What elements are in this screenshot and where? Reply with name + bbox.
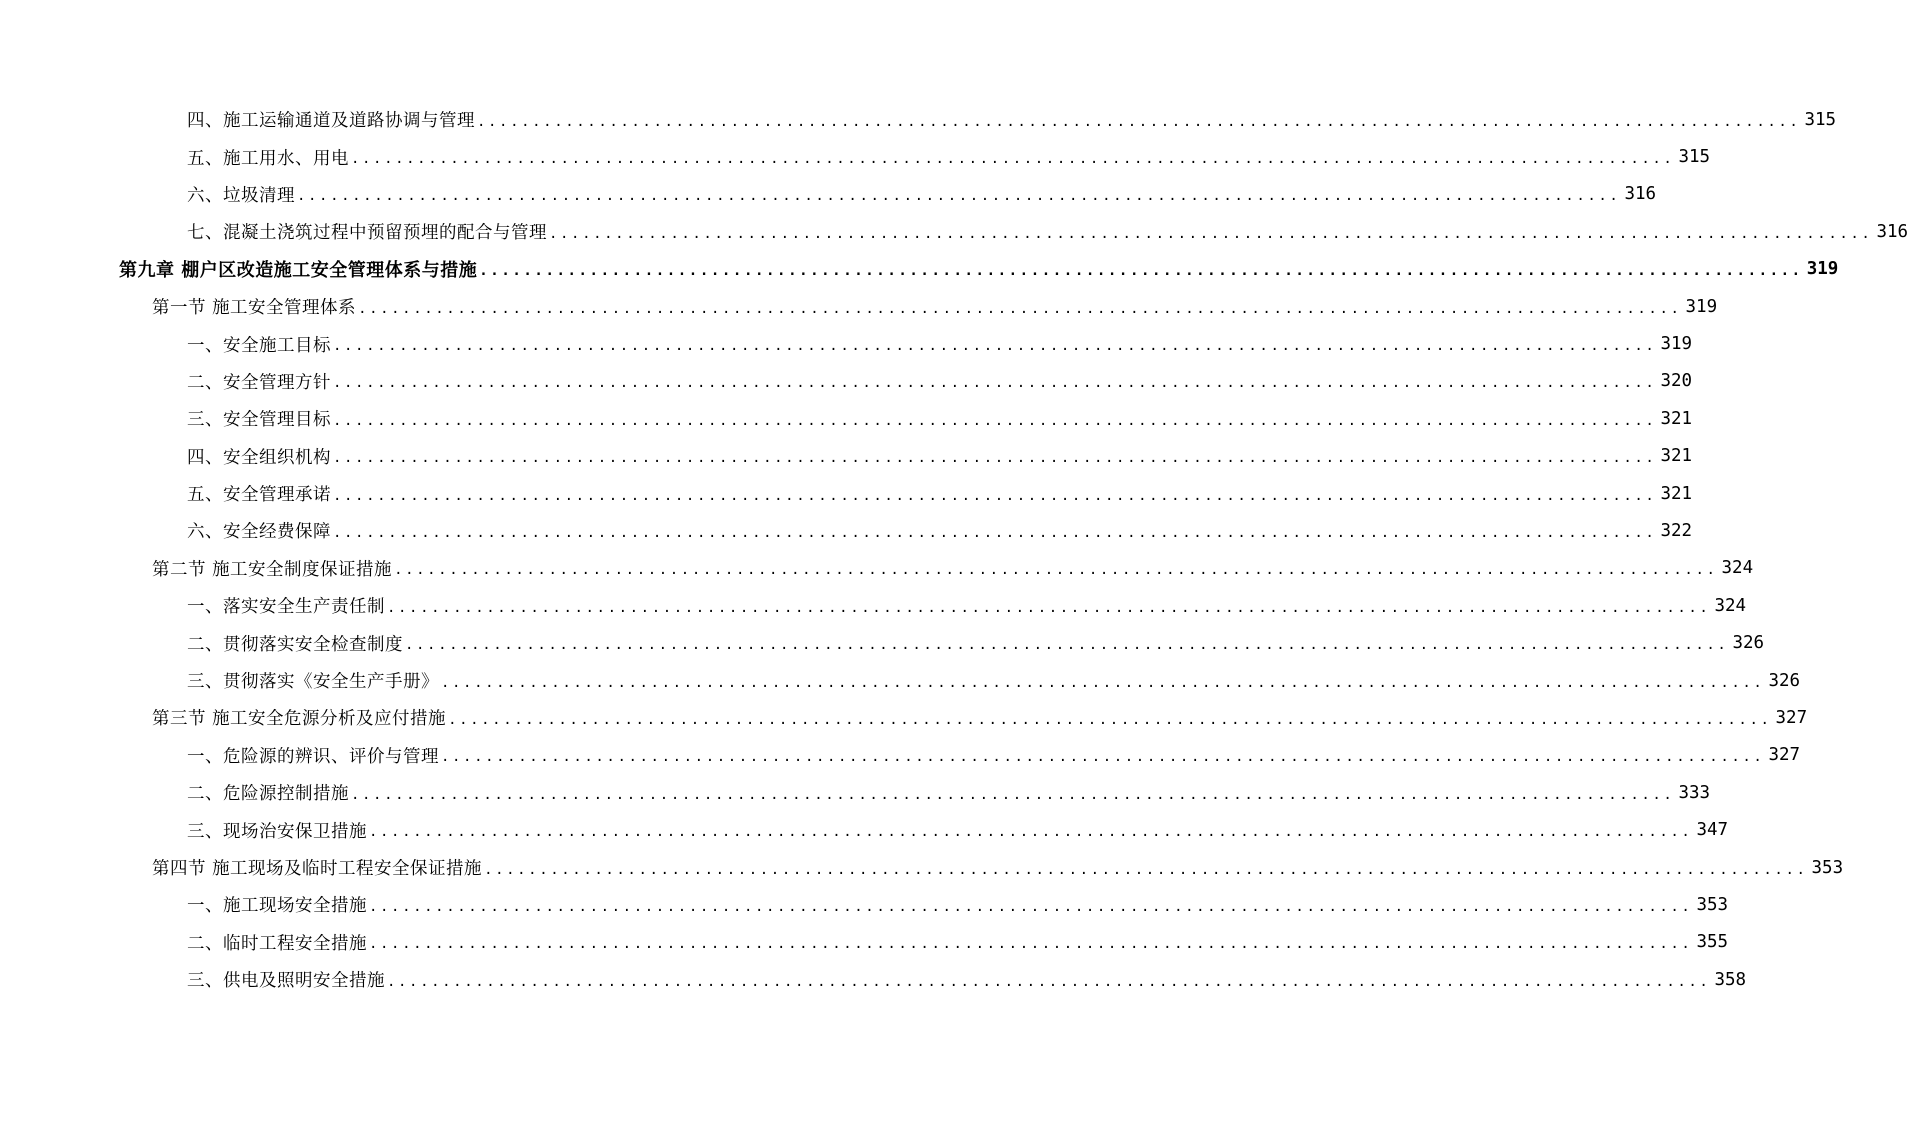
toc-dot-leader: ........................................................................................................................ (333, 450, 1657, 467)
toc-page-number: 327 (1775, 707, 1808, 728)
toc-entry-item[interactable] (0, 438, 1693, 475)
toc-dot-leader: ........................................................................................................................ (351, 786, 1675, 803)
toc-dot-leader: ........................................................................................................................ (405, 637, 1729, 654)
toc-page-number: 321 (1660, 408, 1693, 429)
toc-entry-item[interactable] (0, 737, 1801, 774)
toc-entry-item[interactable] (0, 101, 1837, 138)
toc-dot-leader: ........................................................................................................................ (441, 674, 1765, 691)
toc-page-number: 320 (1660, 371, 1693, 392)
toc-dot-leader: ........................................................................................................................ (441, 749, 1765, 766)
toc-dot-leader: ........................................................................................................................ (297, 188, 1621, 205)
toc-entry-item[interactable] (0, 325, 1693, 362)
toc-entry-title: 第四节 施工现场及临时工程安全保证措施 (152, 859, 483, 879)
toc-entry-title: 六、垃圾清理 (187, 185, 295, 206)
toc-dot-leader: ........................................................................................................................ (484, 861, 1808, 878)
toc-entry-item[interactable] (0, 961, 1747, 998)
toc-page-number: 315 (1678, 147, 1711, 168)
toc-dot-leader: ........................................................................................................................ (479, 263, 1803, 280)
toc-dot-leader: ........................................................................................................................ (387, 599, 1711, 616)
toc-page-number: 321 (1660, 446, 1693, 467)
toc-entry-section[interactable] (0, 849, 1844, 886)
toc-page-number: 315 (1804, 109, 1837, 130)
toc-dot-leader: ........................................................................................................................ (333, 524, 1657, 541)
toc-page-number: 353 (1811, 857, 1844, 878)
toc-entry-item[interactable] (0, 475, 1693, 512)
toc-dot-leader: ........................................................................................................................ (351, 151, 1675, 168)
toc-dot-leader: ........................................................................................................................ (387, 973, 1711, 990)
toc-page-number: 353 (1696, 894, 1729, 915)
toc-page-number: 324 (1721, 558, 1754, 579)
toc-page-number: 319 (1806, 259, 1839, 280)
toc-dot-leader: ........................................................................................................................ (333, 338, 1657, 355)
toc-dot-leader: ........................................................................................................................ (477, 113, 1801, 130)
toc-page-number: 355 (1696, 932, 1729, 953)
toc-entry-title: 四、施工运输通道及道路协调与管理 (187, 111, 475, 132)
toc-entry-item[interactable] (0, 886, 1729, 923)
toc-entry-item[interactable] (0, 176, 1657, 213)
toc-page-number: 358 (1714, 969, 1747, 990)
toc-entry-chapter[interactable] (0, 251, 1839, 288)
toc-entry-title: 二、安全管理方针 (187, 372, 331, 393)
toc-page-number: 327 (1768, 745, 1801, 766)
toc-entry-item[interactable] (0, 400, 1693, 437)
toc-entry-section[interactable] (0, 550, 1754, 587)
toc-entry-item[interactable] (0, 774, 1711, 811)
toc-entry-title: 七、混凝土浇筑过程中预留预埋的配合与管理 (187, 223, 547, 244)
toc-entry-title: 二、危险源控制措施 (187, 784, 349, 805)
toc-entry-item[interactable] (0, 587, 1747, 624)
toc-entry-item[interactable] (0, 624, 1765, 661)
toc-page-number: 316 (1624, 184, 1657, 205)
toc-entry-item[interactable] (0, 138, 1711, 175)
toc-entry-title: 三、贯彻落实《安全生产手册》 (187, 672, 439, 693)
toc-page-number: 316 (1876, 221, 1908, 242)
toc-dot-leader: ........................................................................................................................ (448, 711, 1772, 728)
toc-page-number: 319 (1685, 296, 1718, 317)
toc-entry-item[interactable] (0, 924, 1729, 961)
toc-entry-title: 一、施工现场安全措施 (187, 896, 367, 917)
toc-entry-title: 四、安全组织机构 (187, 447, 331, 468)
toc-entry-title: 第一节 施工安全管理体系 (152, 298, 357, 319)
toc-entry-title: 五、安全管理承诺 (187, 485, 331, 506)
toc-dot-leader: ........................................................................................................................ (358, 300, 1682, 317)
toc-entry-title: 一、落实安全生产责任制 (187, 597, 385, 618)
toc-dot-leader: ........................................................................................................................ (369, 824, 1693, 841)
toc-page-number: 322 (1660, 520, 1693, 541)
toc-page-number: 347 (1696, 820, 1729, 841)
toc-page-number: 326 (1768, 670, 1801, 691)
toc-entry-title: 五、施工用水、用电 (187, 148, 349, 169)
toc-page-number: 321 (1660, 483, 1693, 504)
toc-entry-item[interactable] (0, 662, 1801, 699)
toc-entry-title: 第九章 棚户区改造施工安全管理体系与措施 (119, 260, 478, 282)
toc-dot-leader: ........................................................................................................................ (549, 225, 1873, 242)
toc-dot-leader: ........................................................................................................................ (369, 898, 1693, 915)
toc-dot-leader: ........................................................................................................................ (333, 487, 1657, 504)
toc-page-number: 319 (1660, 334, 1693, 355)
toc-entry-item[interactable] (0, 512, 1693, 549)
toc-entry-title: 三、现场治安保卫措施 (187, 821, 367, 842)
table-of-contents (0, 101, 1908, 998)
toc-entry-item[interactable] (0, 213, 1908, 250)
toc-entry-section[interactable] (0, 699, 1808, 736)
toc-entry-item[interactable] (0, 811, 1729, 848)
toc-entry-title: 三、供电及照明安全措施 (187, 971, 385, 992)
toc-entry-title: 一、危险源的辨识、评价与管理 (187, 746, 439, 767)
toc-entry-item[interactable] (0, 363, 1693, 400)
toc-entry-title: 三、安全管理目标 (187, 410, 331, 431)
toc-dot-leader: ........................................................................................................................ (333, 412, 1657, 429)
toc-dot-leader: ........................................................................................................................ (369, 936, 1693, 953)
toc-page-number: 326 (1732, 633, 1765, 654)
toc-page-number: 333 (1678, 782, 1711, 803)
toc-entry-title: 第二节 施工安全制度保证措施 (152, 559, 393, 580)
toc-entry-section[interactable] (0, 288, 1718, 325)
toc-page-number: 324 (1714, 595, 1747, 616)
toc-dot-leader: ........................................................................................................................ (333, 375, 1657, 392)
toc-entry-title: 第三节 施工安全危源分析及应付措施 (152, 709, 447, 730)
toc-entry-title: 一、安全施工目标 (187, 335, 331, 356)
toc-dot-leader: ........................................................................................................................ (394, 562, 1718, 579)
toc-entry-title: 二、贯彻落实安全检查制度 (187, 634, 403, 655)
toc-entry-title: 六、安全经费保障 (187, 522, 331, 543)
toc-entry-title: 二、临时工程安全措施 (187, 933, 367, 954)
